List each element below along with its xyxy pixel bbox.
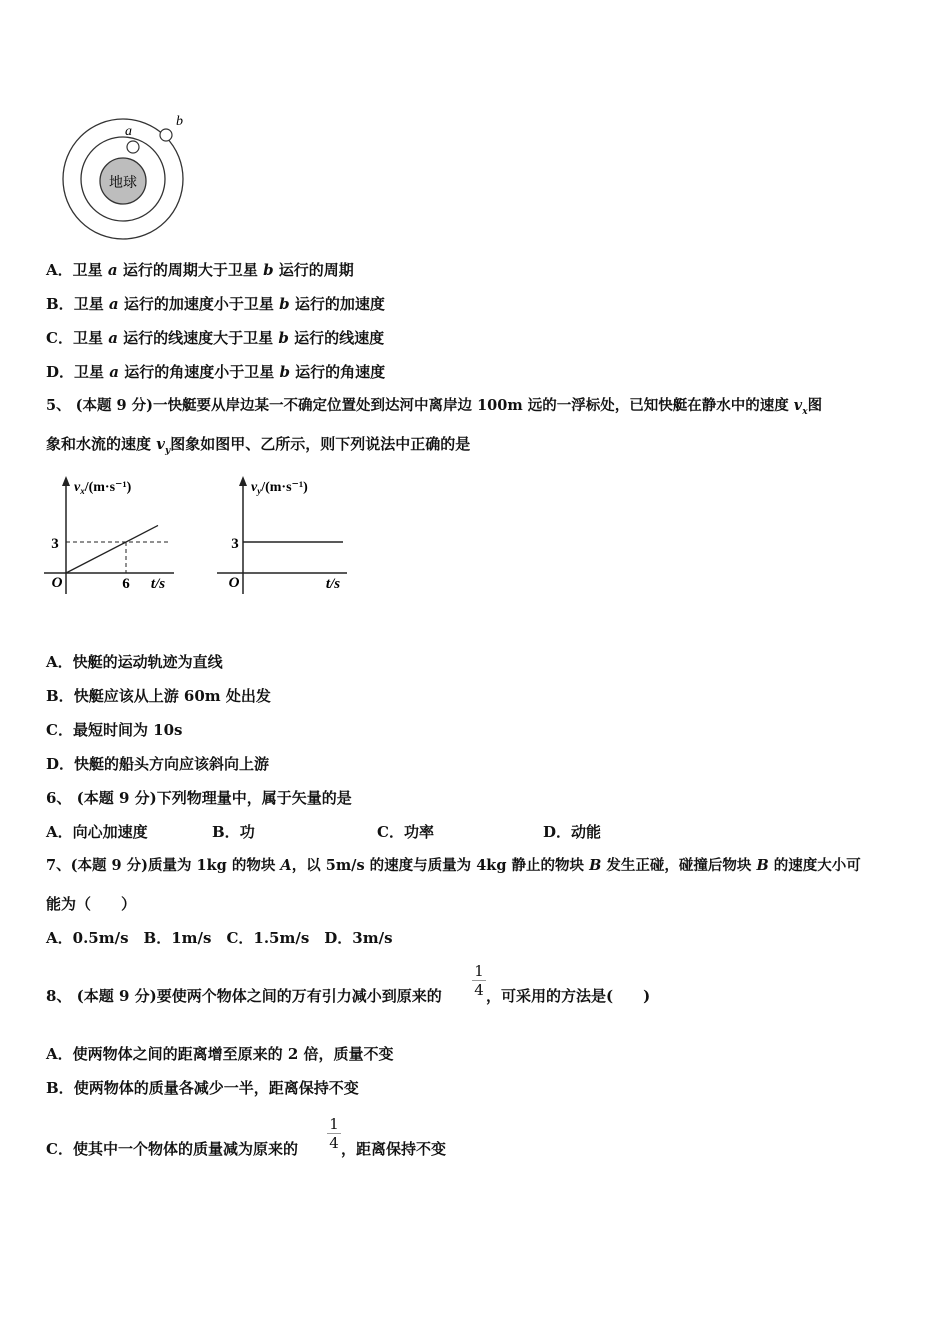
q5-option-d: D．快艇的船头方向应该斜向上游 <box>46 755 270 773</box>
q6-option-c: C．功率 <box>377 823 434 841</box>
label-a: a <box>125 124 132 139</box>
q8-option-c-post: ，距离保持不变 <box>341 1140 447 1158</box>
graph-vy-ylabel: $v_y/(m\cdot s^{-1})$ <box>251 480 308 496</box>
graph-vy-y-arrow <box>239 476 247 486</box>
q4-option-a: A．卫星 a 运行的周期大于卫星 b 运行的周期 <box>46 261 354 279</box>
graph-vx <box>40 470 180 600</box>
graph-vx-origin: O <box>51 575 63 591</box>
q8-option-a: A．使两物体之间的距离增至原来的 2 倍，质量不变 <box>46 1045 394 1063</box>
q4-option-b: B．卫星 a 运行的加速度小于卫星 b 运行的加速度 <box>46 295 385 313</box>
q6-stem: 6、 (本题 9 分)下列物理量中，属于矢量的是 <box>46 789 352 807</box>
q6-option-d: D．动能 <box>543 823 602 841</box>
graph-vx-ytick: 3 <box>51 536 59 552</box>
q5-stem-line2: 象和水流的速度 $v_y$图象如图甲、乙所示，则下列说法中正确的是 <box>46 435 471 456</box>
graph-vx-line <box>66 525 158 573</box>
q8-option-c-fraction <box>327 1115 341 1152</box>
label-b: b <box>176 114 183 129</box>
q8-option-b: B．使两物体的质量各减少一半，距离保持不变 <box>46 1079 359 1097</box>
graph-vy-ytick: 3 <box>231 536 239 552</box>
q7-stem-line2: 能为（ ） <box>46 895 137 913</box>
graph-vx-xtick: 6 <box>122 576 130 592</box>
graph-vx-xlabel: t/s <box>150 576 166 592</box>
graph-vy <box>213 470 353 600</box>
q4-option-c: C．卫星 a 运行的线速度大于卫星 b 运行的线速度 <box>46 329 385 347</box>
graph-vx-ylabel: $v_x/(m\cdot s^{-1})$ <box>74 480 132 496</box>
q8-fraction-num: 1 <box>472 962 486 981</box>
q8-fraction-den: 4 <box>474 981 484 999</box>
earth-label: 地球 <box>109 176 137 191</box>
q8-fraction <box>472 962 486 999</box>
orbit-diagram <box>55 108 195 243</box>
q5-option-a: A．快艇的运动轨迹为直线 <box>46 653 223 671</box>
satellite-a <box>127 141 139 153</box>
q6-option-b: B．功 <box>212 823 255 841</box>
q8-stem-post: ，可采用的方法是( ) <box>486 987 651 1005</box>
q7-options: A．0.5m/s B．1m/s C．1.5m/s D．3m/s <box>46 929 393 947</box>
q8-option-c: C．使其中一个物体的质量减为原来的 <box>46 1140 298 1158</box>
satellite-b <box>160 129 172 141</box>
q8-stem-pre: 8、 (本题 9 分)要使两个物体之间的万有引力减小到原来的 <box>46 987 442 1005</box>
q4-option-d: D．卫星 a 运行的角速度小于卫星 b 运行的角速度 <box>46 363 386 381</box>
q8-option-c-den: 4 <box>329 1134 339 1152</box>
graph-vy-origin: O <box>228 575 240 591</box>
q8-option-c-num: 1 <box>327 1115 341 1134</box>
graph-vy-xlabel: t/s <box>325 576 341 592</box>
q5-option-b: B．快艇应该从上游 60m 处出发 <box>46 687 271 705</box>
graph-vx-y-arrow <box>62 476 70 486</box>
q5-option-c: C．最短时间为 10s <box>46 721 183 739</box>
q7-stem-line1: 7、(本题 9 分)质量为 1kg 的物块 A，以 5m/s 的速度与质量为 4kg 静止的物块 B 发生正碰，碰撞后物块 B 的速度大小可 <box>46 857 861 874</box>
q6-option-a: A．向心加速度 <box>46 823 148 841</box>
q5-stem-line1: 5、 (本题 9 分)一快艇要从岸边某一不确定位置处到达河中离岸边 100m 远的一浮标处，已知快艇在静水中的速度 $v_x$图 <box>46 397 823 417</box>
